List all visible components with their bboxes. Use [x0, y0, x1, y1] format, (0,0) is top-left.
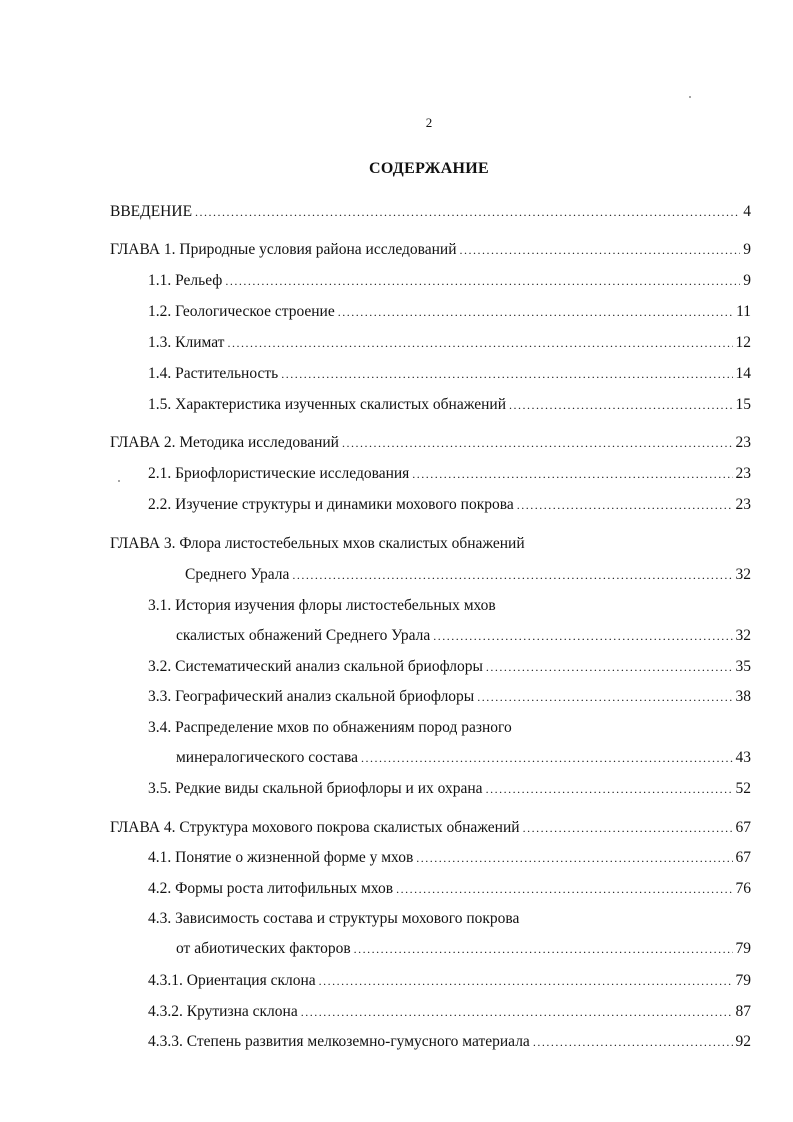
toc-entry-page: 9	[743, 241, 751, 258]
toc-entry-section-4-3-line-1[interactable]: 4.3. Зависимость состава и структуры мохового покрова	[148, 910, 520, 927]
toc-entry-chapter-3[interactable]	[185, 563, 751, 587]
toc-entry-page: 87	[735, 1003, 751, 1020]
toc-entry-page: 67	[735, 849, 751, 866]
toc-entry-section-1-5[interactable]	[148, 393, 751, 417]
dot-leader	[486, 777, 733, 801]
toc-entry-label: 1.5. Характеристика изученных скалистых обнажений	[148, 396, 506, 413]
toc-entry-label: ГЛАВА 1. Природные условия района исследований	[110, 241, 457, 258]
toc-entry-page: 23	[735, 434, 751, 451]
toc-entry-page: 52	[735, 780, 751, 797]
dot-leader	[361, 746, 733, 770]
toc-entry-page: 32	[735, 627, 751, 644]
toc-entry-page: 9	[743, 272, 751, 289]
toc-entry-section-2-1[interactable]	[148, 462, 751, 486]
toc-entry-label: ГЛАВА 2. Методика исследований	[110, 434, 339, 451]
dot-leader	[517, 493, 733, 517]
toc-entry-chapter-2[interactable]	[110, 431, 751, 455]
toc-entry-label: скалистых обнажений Среднего Урала	[176, 627, 431, 644]
toc-entry-section-3-1-line-1[interactable]: 3.1. История изучения флоры листостебельных мхов	[148, 597, 496, 614]
dot-leader	[412, 462, 732, 486]
dot-leader	[396, 877, 732, 901]
page-number: 2	[425, 115, 433, 130]
dot-leader	[225, 269, 740, 293]
toc-entry-section-3-5[interactable]	[148, 777, 751, 801]
dot-leader	[338, 300, 733, 324]
toc-entry-section-1-4[interactable]	[148, 362, 751, 386]
dot-leader	[281, 362, 732, 386]
toc-entry-section-1-2[interactable]	[148, 300, 751, 324]
toc-entry-label: 3.3. Географический анализ скальной бриофлоры	[148, 688, 475, 705]
toc-entry-section-3-2[interactable]	[148, 655, 751, 679]
toc-entry-section-4-3-2[interactable]	[148, 1000, 751, 1024]
toc-entry-page: 79	[735, 940, 751, 957]
toc-entry-section-3-1[interactable]	[176, 624, 751, 648]
toc-entry-section-1-1[interactable]	[148, 269, 751, 293]
dot-leader	[416, 846, 732, 870]
scan-speck	[118, 480, 120, 482]
toc-entry-label: минералогического состава	[176, 749, 358, 766]
toc-entry-label: 2.2. Изучение структуры и динамики мохового покрова	[148, 496, 514, 513]
toc-entry-section-4-1[interactable]	[148, 846, 751, 870]
dot-leader	[486, 655, 733, 679]
dot-leader	[292, 563, 732, 587]
toc-entry-section-4-3[interactable]	[176, 937, 751, 961]
toc-entry-label: 3.2. Систематический анализ скальной бриофлоры	[148, 658, 483, 675]
toc-entry-section-4-3-1[interactable]	[148, 969, 751, 993]
toc-entry-label: ВВЕДЕНИЕ	[110, 203, 193, 220]
toc-entry-page: 11	[736, 303, 751, 320]
toc-entry-page: 38	[735, 688, 751, 705]
dot-leader	[533, 1030, 733, 1054]
toc-entry-label: 4.2. Формы роста литофильных мхов	[148, 880, 394, 897]
dot-leader	[523, 816, 733, 840]
dot-leader	[477, 685, 732, 709]
toc-entry-label: 1.3. Климат	[148, 334, 225, 351]
dot-leader	[319, 969, 733, 993]
toc-entry-page: 79	[735, 972, 751, 989]
toc-entry-label: 4.1. Понятие о жизненной форме у мхов	[148, 849, 414, 866]
toc-entry-chapter-1[interactable]	[110, 238, 751, 262]
toc-entry-section-1-3[interactable]	[148, 331, 751, 355]
toc-entry-label: 4.3.3. Степень развития мелкоземно-гумусного материала	[148, 1033, 530, 1050]
toc-title: СОДЕРЖАНИЕ	[368, 160, 490, 177]
dot-leader	[342, 431, 733, 455]
dot-leader	[433, 624, 732, 648]
toc-entry-chapter-3-line-1[interactable]: ГЛАВА 3. Флора листостебельных мхов скалистых обнажений	[110, 535, 525, 552]
toc-entry-label: 4.3.2. Крутизна склона	[148, 1003, 298, 1020]
toc-entry-page: 92	[735, 1033, 751, 1050]
toc-entry-section-3-4-line-1[interactable]: 3.4. Распределение мхов по обнажениям пород разного	[148, 719, 512, 736]
toc-entry-label: Среднего Урала	[185, 566, 290, 583]
dot-leader	[460, 238, 741, 262]
toc-entry-section-4-3-3[interactable]	[148, 1030, 751, 1054]
dot-leader	[354, 937, 733, 961]
toc-entry-label: 2.1. Бриофлористические исследования	[148, 465, 410, 482]
dot-leader	[301, 1000, 733, 1024]
dot-leader	[509, 393, 733, 417]
toc-entry-label: 1.4. Растительность	[148, 365, 279, 382]
toc-entry-section-2-2[interactable]	[148, 493, 751, 517]
toc-entry-introduction[interactable]	[110, 200, 751, 224]
toc-entry-page: 67	[735, 819, 751, 836]
toc-entry-page: 23	[735, 496, 751, 513]
toc-entry-page: 35	[735, 658, 751, 675]
toc-entry-label: ГЛАВА 4. Структура мохового покрова скалистых обнажений	[110, 819, 520, 836]
toc-entry-section-3-4[interactable]	[176, 746, 751, 770]
toc-entry-page: 4	[743, 203, 751, 220]
toc-entry-page: 76	[735, 880, 751, 897]
toc-entry-chapter-4[interactable]	[110, 816, 751, 840]
toc-entry-section-4-2[interactable]	[148, 877, 751, 901]
toc-entry-page: 32	[735, 566, 751, 583]
toc-entry-page: 43	[735, 749, 751, 766]
toc-entry-page: 12	[735, 334, 751, 351]
dot-leader	[195, 200, 740, 224]
toc-entry-label: 1.1. Рельеф	[148, 272, 223, 289]
toc-entry-label: 4.3.1. Ориентация склона	[148, 972, 316, 989]
dot-leader	[227, 331, 732, 355]
toc-entry-page: 15	[735, 396, 751, 413]
toc-entry-page: 23	[735, 465, 751, 482]
toc-entry-label: 1.2. Геологическое строение	[148, 303, 335, 320]
toc-entry-section-3-3[interactable]	[148, 685, 751, 709]
scan-speck	[689, 96, 691, 98]
toc-entry-page: 14	[735, 365, 751, 382]
toc-entry-label: 3.5. Редкие виды скальной бриофлоры и их охрана	[148, 780, 483, 797]
toc-entry-label: от абиотических факторов	[176, 940, 351, 957]
